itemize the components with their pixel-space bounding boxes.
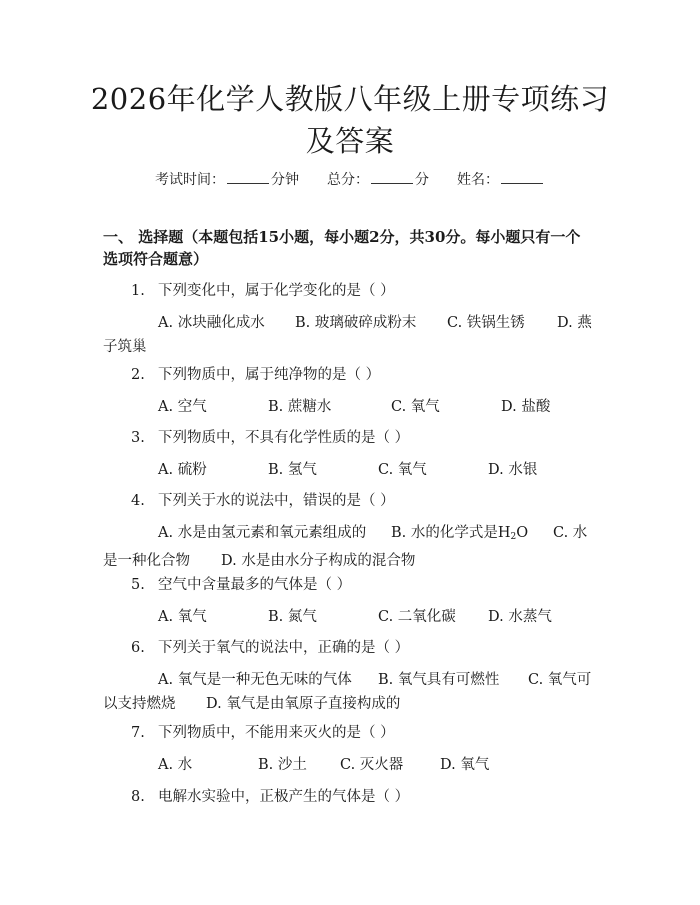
- option: D. 燕: [557, 315, 592, 331]
- score-blank: [371, 171, 413, 184]
- time-label: 考试时间：: [155, 172, 225, 188]
- question-options: [103, 458, 597, 482]
- option-wrap: 是一种化合物: [103, 553, 190, 569]
- page-title: 2026年化学人教版八年级上册专项练习及答案: [90, 82, 610, 158]
- option: D. 水是由水分子构成的混合物: [221, 553, 416, 569]
- option: B. 沙土: [258, 757, 307, 773]
- question-stem: 8. 电解水实验中，正极产生的气体是（ ）: [131, 789, 410, 805]
- question-stem: 4. 下列关于水的说法中，错误的是（ ）: [131, 493, 395, 509]
- option: D. 氧气是由氧原子直接构成的: [206, 696, 401, 712]
- option: B. 氢气: [268, 462, 317, 478]
- question-stem: 3. 下列物质中，不具有化学性质的是（ ）: [131, 430, 410, 446]
- option: C. 氧气可: [528, 672, 592, 688]
- exam-meta: [0, 169, 700, 189]
- option: A. 水是由氢元素和氧元素组成的: [158, 525, 367, 541]
- question-options: [103, 668, 597, 716]
- option: C. 氧气: [378, 462, 427, 478]
- question-options: [103, 395, 597, 419]
- option: C. 氧气: [391, 399, 440, 415]
- score-label: 总分：: [327, 172, 369, 188]
- option: D. 氧气: [440, 757, 490, 773]
- question-stem: 5. 空气中含量最多的气体是（ ）: [131, 577, 352, 593]
- question-stem: 2. 下列物质中，属于纯净物的是（ ）: [131, 367, 381, 383]
- option: C. 水: [553, 525, 588, 541]
- question-options: [103, 311, 597, 359]
- option: A. 氧气: [158, 609, 207, 625]
- option: B. 氮气: [268, 609, 317, 625]
- score-unit: 分: [415, 172, 429, 188]
- option: D. 水蒸气: [488, 609, 552, 625]
- question-stem: 1. 下列变化中，属于化学变化的是（ ）: [131, 283, 395, 299]
- option: A. 空气: [158, 399, 207, 415]
- option: A. 氧气是一种无色无味的气体: [158, 672, 352, 688]
- question-stem: 6. 下列关于氧气的说法中，正确的是（ ）: [131, 640, 410, 656]
- name-blank: [501, 171, 543, 184]
- time-blank: [227, 171, 269, 184]
- option: B. 氧气具有可燃性: [378, 672, 500, 688]
- name-label: 姓名：: [457, 172, 499, 188]
- option-wrap: 以支持燃烧: [103, 696, 176, 712]
- section-heading: 一、 选择题（本题包括15小题，每小题2分，共30分。每小题只有一个选项符合题意）: [103, 228, 581, 268]
- question-stem: 7. 下列物质中，不能用来灭火的是（ ）: [131, 725, 395, 741]
- option: A. 硫粉: [158, 462, 207, 478]
- option: B. 玻璃破碎成粉末: [295, 315, 417, 331]
- question-options: [103, 521, 597, 573]
- option: C. 二氧化碳: [378, 609, 456, 625]
- option: D. 盐酸: [501, 399, 551, 415]
- option: C. 灭火器: [340, 757, 404, 773]
- time-unit: 分钟: [271, 172, 299, 188]
- option: D. 水银: [488, 462, 538, 478]
- option: B. 水的化学式是$H_2O$: [391, 525, 529, 542]
- option: C. 铁锅生锈: [447, 315, 525, 331]
- option: A. 冰块融化成水: [158, 315, 265, 331]
- option: A. 水: [158, 757, 193, 773]
- question-options: [103, 753, 597, 777]
- option: B. 蔗糖水: [268, 399, 332, 415]
- question-options: [103, 605, 597, 629]
- option-wrap: 子筑巢: [103, 339, 147, 355]
